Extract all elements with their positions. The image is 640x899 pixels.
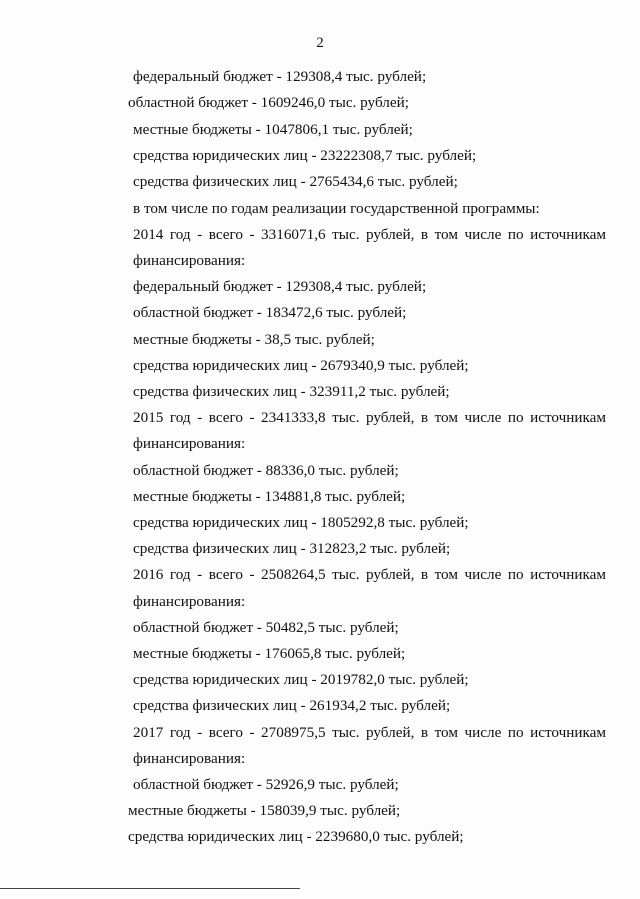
page-bottom-rule bbox=[0, 888, 300, 889]
text-line: областной бюджет - 52926,9 тыс. рублей; bbox=[133, 776, 399, 793]
text-line: средства юридических лиц - 2239680,0 тыс. рублей; bbox=[128, 828, 464, 845]
text-line: средства юридических лиц - 2019782,0 тыс. рублей; bbox=[133, 671, 469, 688]
text-line: средства физических лиц - 261934,2 тыс. рублей; bbox=[133, 697, 451, 714]
text-line: средства юридических лиц - 1805292,8 тыс. рублей; bbox=[133, 514, 469, 531]
text-line: областной бюджет - 88336,0 тыс. рублей; bbox=[133, 462, 399, 479]
text-line: федеральный бюджет - 129308,4 тыс. рублей; bbox=[133, 68, 427, 85]
text-line: областной бюджет - 183472,6 тыс. рублей; bbox=[133, 304, 407, 321]
text-line: 2014 год - всего - 3316071,6 тыс. рублей, в том числе по источникам bbox=[133, 226, 606, 243]
page-number: 2 bbox=[316, 35, 324, 51]
text-line: 2017 год - всего - 2708975,5 тыс. рублей, в том числе по источникам bbox=[133, 724, 606, 741]
text-line: средства физических лиц - 323911,2 тыс. рублей; bbox=[133, 383, 450, 400]
text-line: средства юридических лиц - 23222308,7 тыс. рублей; bbox=[133, 147, 477, 164]
text-line: федеральный бюджет - 129308,4 тыс. рублей; bbox=[133, 278, 427, 295]
text-line: областной бюджет - 50482,5 тыс. рублей; bbox=[133, 619, 399, 636]
text-line: финансирования: bbox=[133, 435, 246, 452]
text-line: средства физических лиц - 312823,2 тыс. рублей; bbox=[133, 540, 451, 557]
text-line: 2015 год - всего - 2341333,8 тыс. рублей, в том числе по источникам bbox=[133, 409, 606, 426]
text-line: в том числе по годам реализации государственной программы: bbox=[133, 200, 540, 217]
text-line: местные бюджеты - 176065,8 тыс. рублей; bbox=[133, 645, 406, 662]
text-line: финансирования: bbox=[133, 252, 246, 269]
text-line: финансирования: bbox=[133, 593, 246, 610]
text-line: областной бюджет - 1609246,0 тыс. рублей; bbox=[128, 94, 409, 111]
text-line: финансирования: bbox=[133, 750, 246, 767]
text-line: местные бюджеты - 158039,9 тыс. рублей; bbox=[128, 802, 401, 819]
text-line: 2016 год - всего - 2508264,5 тыс. рублей, в том числе по источникам bbox=[133, 566, 606, 583]
text-line: местные бюджеты - 1047806,1 тыс. рублей; bbox=[133, 121, 413, 138]
text-line: средства физических лиц - 2765434,6 тыс. рублей; bbox=[133, 173, 458, 190]
text-line: местные бюджеты - 134881,8 тыс. рублей; bbox=[133, 488, 406, 505]
text-line: местные бюджеты - 38,5 тыс. рублей; bbox=[133, 331, 375, 348]
text-line: средства юридических лиц - 2679340,9 тыс. рублей; bbox=[133, 357, 469, 374]
